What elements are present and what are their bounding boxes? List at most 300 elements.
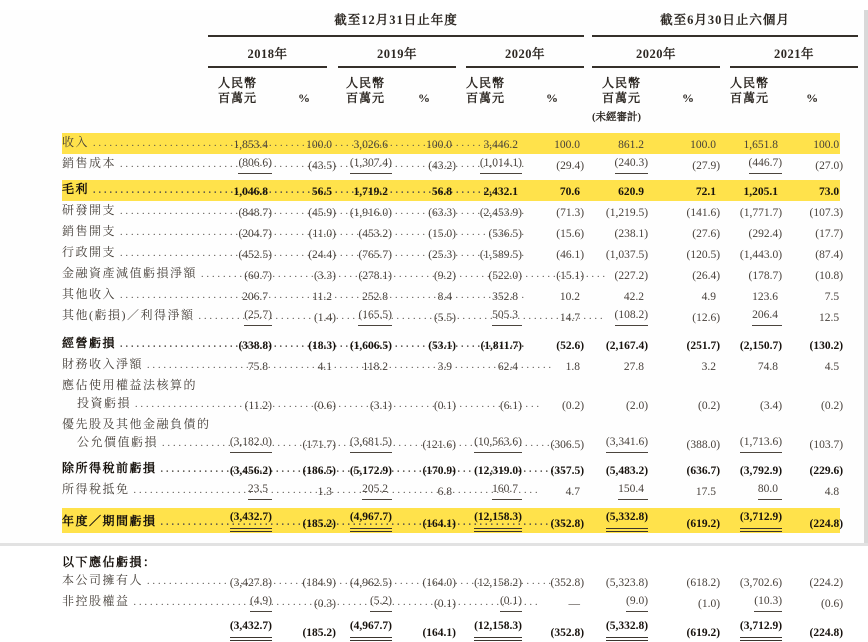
- value-text: (338.8): [238, 340, 272, 352]
- value-text: (224.8): [809, 627, 844, 639]
- value-cell: [720, 306, 788, 327]
- value-text: (4.9): [250, 593, 272, 612]
- unit-header: [208, 68, 278, 106]
- value-cell: [788, 285, 858, 306]
- column-gap: [584, 10, 592, 36]
- value-text: 2,432.1: [483, 186, 518, 198]
- income-statement-table: [62, 10, 858, 642]
- value-text: (103.7): [809, 439, 844, 451]
- page-right-edge: [864, 10, 868, 546]
- value-cell: [528, 222, 584, 243]
- value-text: (29.4): [556, 160, 585, 172]
- value-text: (522.0): [488, 270, 522, 282]
- value-cell: [592, 480, 654, 501]
- unit-header: [336, 68, 398, 106]
- value-text: (15.0): [428, 228, 456, 240]
- row-label-cell: [62, 376, 858, 394]
- value-text: (1,443.0): [739, 249, 783, 261]
- row-label: 銷售成本: [62, 156, 117, 170]
- value-cell: [654, 334, 720, 355]
- year-header-interim-2021: [720, 36, 858, 68]
- value-text: 4.9: [701, 291, 717, 303]
- dot-leader: [130, 483, 545, 500]
- unaudited-note-row: [62, 106, 858, 133]
- value-text: (3,712.9): [740, 509, 782, 532]
- row-spacer: [62, 501, 858, 508]
- value-text: (224.8): [809, 518, 844, 530]
- unit-header: [456, 68, 528, 106]
- value-text: (164.1): [422, 627, 456, 639]
- value-text: (0.2): [698, 400, 721, 412]
- value-cell: [720, 355, 788, 376]
- value-cell: [336, 617, 398, 642]
- value-text: (1,916.0): [349, 207, 392, 219]
- value-cell: [592, 355, 654, 376]
- value-cell: [528, 154, 584, 175]
- value-text: (26.4): [692, 270, 721, 282]
- value-cell: [720, 180, 788, 201]
- table-row: [62, 264, 858, 285]
- row-label-cell: [62, 334, 208, 355]
- value-cell: [788, 394, 858, 415]
- value-text: 7.5: [824, 291, 840, 303]
- table-row: [62, 553, 858, 571]
- column-gap: [584, 201, 592, 222]
- value-cell: [788, 133, 858, 154]
- row-label-cell: [62, 459, 208, 480]
- row-label: 本公司擁有人: [62, 573, 144, 587]
- row-label-cell: [62, 617, 208, 642]
- period-group-annual: [208, 10, 584, 36]
- value-text: (1,014.1): [480, 155, 522, 174]
- year-header-row: [62, 36, 858, 68]
- unaudited-note: [592, 106, 720, 133]
- value-text: 1,205.1: [743, 186, 779, 198]
- value-text: (227.2): [614, 270, 649, 282]
- value-cell: [654, 243, 720, 264]
- value-cell: [720, 201, 788, 222]
- table-row: [62, 415, 858, 433]
- value-text: 14.7: [559, 312, 581, 324]
- value-text: (278.1): [358, 270, 392, 282]
- value-cell: [592, 334, 654, 355]
- value-text: (848.7): [238, 207, 272, 219]
- prospectus-financial-page: [0, 10, 868, 639]
- value-text: (5,172.9): [349, 465, 392, 477]
- value-text: (11.2): [244, 400, 272, 412]
- percent-header: %: [418, 91, 430, 105]
- value-text: (43.5): [308, 160, 336, 172]
- value-cell: [398, 617, 456, 642]
- dot-leader: [130, 595, 545, 612]
- row-label: 財務收入淨額: [62, 357, 144, 371]
- value-cell: [788, 243, 858, 264]
- column-gap: [584, 154, 592, 175]
- value-text: (618.2): [686, 577, 721, 589]
- row-label-cell: [62, 222, 208, 243]
- value-text: 1,046.8: [233, 186, 268, 198]
- value-cell: [654, 133, 720, 154]
- percent-header: %: [546, 91, 559, 105]
- unit-line1: 人民幣: [218, 76, 258, 90]
- value-text: (141.6): [686, 207, 721, 219]
- table-row: [62, 334, 858, 355]
- value-text: (52.6): [556, 340, 585, 352]
- row-label: 經營虧損: [62, 336, 117, 350]
- value-text: (1,037.5): [605, 249, 649, 261]
- table-row: [62, 327, 858, 334]
- value-text: (536.5): [488, 228, 522, 240]
- unaudited-note-text: (未經審計): [592, 112, 642, 123]
- column-gap: [584, 617, 592, 642]
- value-text: (240.3): [615, 155, 649, 174]
- value-text: —: [568, 598, 581, 610]
- value-text: (292.4): [748, 228, 783, 240]
- value-cell: [720, 394, 788, 415]
- value-cell: [592, 201, 654, 222]
- unit-line1: 人民幣: [730, 76, 770, 90]
- value-cell: [788, 334, 858, 355]
- unit-line1: 人民幣: [466, 76, 506, 90]
- row-label-cell: [62, 201, 208, 222]
- unit-line1: 人民幣: [602, 76, 642, 90]
- value-text: (238.1): [614, 228, 649, 240]
- value-text: (10,563.6): [474, 434, 522, 453]
- value-cell: [592, 222, 654, 243]
- column-gap: [584, 222, 592, 243]
- unit-line2: 百萬元: [466, 91, 506, 105]
- value-text: (3,681.5): [350, 434, 392, 453]
- value-cell: [720, 243, 788, 264]
- value-cell: [456, 617, 528, 642]
- value-text: (87.4): [815, 249, 844, 261]
- year-label: 2020年: [592, 44, 720, 68]
- value-text: (3,712.9): [740, 618, 782, 641]
- value-text: (45.9): [308, 207, 336, 219]
- table-row: [62, 433, 858, 454]
- value-text: (4,967.7): [350, 509, 392, 532]
- value-cell: [788, 617, 858, 642]
- value-text: (3,432.7): [230, 509, 272, 532]
- value-cell: [654, 264, 720, 285]
- table-row: [62, 508, 858, 533]
- value-cell: [720, 617, 788, 642]
- row-label: 以下應佔虧損：: [62, 555, 157, 569]
- column-gap: [584, 133, 592, 154]
- value-text: (178.7): [748, 270, 783, 282]
- value-text: 620.9: [618, 186, 645, 198]
- value-text: 861.2: [618, 139, 645, 151]
- value-text: (12,319.0): [474, 465, 522, 477]
- period-group-title: 截至6月30日止六個月: [660, 13, 790, 27]
- empty-cell: [62, 106, 592, 133]
- value-text: (446.7): [749, 155, 783, 174]
- value-cell: [654, 355, 720, 376]
- year-label: 2019年: [338, 44, 456, 68]
- year-label: 2018年: [208, 44, 327, 68]
- value-text: 4.1: [317, 361, 332, 373]
- value-text: (15.6): [556, 228, 585, 240]
- table-row: [62, 180, 858, 201]
- row-label-cell: [62, 154, 208, 175]
- value-cell: [592, 285, 654, 306]
- value-text: (164.1): [422, 518, 456, 530]
- value-text: (1.4): [313, 312, 336, 324]
- row-label-cell: [62, 433, 208, 454]
- row-label: 毛利: [62, 182, 90, 196]
- value-text: (2,453.9): [479, 207, 522, 219]
- value-cell: [592, 592, 654, 613]
- value-text: (1,606.5): [349, 340, 392, 352]
- value-text: (2,167.4): [605, 340, 649, 352]
- column-gap: [584, 592, 592, 613]
- value-text: (5,323.8): [605, 577, 649, 589]
- value-text: (60.7): [244, 270, 272, 282]
- value-text: (636.7): [686, 465, 721, 477]
- value-text: (3,182.0): [230, 434, 272, 453]
- table-row: [62, 459, 858, 480]
- year-header-2020: [456, 36, 584, 68]
- column-gap: [584, 36, 592, 68]
- value-text: (0.1): [500, 593, 522, 612]
- corner-cell: [62, 10, 208, 36]
- value-text: (10.3): [754, 593, 782, 612]
- row-label: 行政開支: [62, 245, 117, 259]
- row-label: 公允價值虧損: [77, 435, 159, 449]
- value-text: (4,967.7): [350, 618, 392, 641]
- value-cell: [654, 433, 720, 454]
- column-gap: [584, 433, 592, 454]
- value-text: 100.0: [306, 139, 332, 151]
- value-cell: [278, 617, 336, 642]
- corner-cell: [62, 68, 208, 106]
- row-label: 銷售開支: [62, 224, 117, 238]
- value-cell: [720, 133, 788, 154]
- value-text: (3,792.9): [739, 465, 783, 477]
- value-text: 73.0: [818, 186, 840, 198]
- value-text: 8.4: [437, 291, 452, 303]
- row-label-cell: [62, 306, 208, 327]
- value-cell: [720, 571, 788, 592]
- row-label: 其他(虧損)／利得淨額: [62, 308, 195, 322]
- percent-header: %: [682, 91, 695, 105]
- value-cell: [720, 264, 788, 285]
- value-text: 11.2: [312, 291, 332, 303]
- value-cell: [654, 617, 720, 642]
- value-text: (352.8): [550, 577, 585, 589]
- value-text: 505.3: [492, 307, 522, 326]
- column-gap: [584, 334, 592, 355]
- table-row: [62, 133, 858, 154]
- value-text: (452.5): [238, 249, 272, 261]
- column-gap: [584, 394, 592, 415]
- value-cell: [654, 508, 720, 533]
- row-label-cell: [62, 592, 208, 613]
- value-text: (120.5): [686, 249, 721, 261]
- value-text: (2,150.7): [739, 340, 783, 352]
- value-text: (107.3): [809, 207, 844, 219]
- value-cell: [654, 306, 720, 327]
- column-gap: [584, 180, 592, 201]
- row-spacer: [62, 327, 858, 334]
- value-text: (5.2): [370, 593, 392, 612]
- value-text: (0.6): [821, 598, 844, 610]
- row-label-cell: [62, 133, 208, 154]
- value-cell: [788, 264, 858, 285]
- value-text: 123.6: [752, 291, 779, 303]
- empty-cell: [720, 106, 858, 133]
- value-text: 42.2: [623, 291, 645, 303]
- table-row: [62, 154, 858, 175]
- table-row: [62, 285, 858, 306]
- value-cell: [788, 154, 858, 175]
- table-row: [62, 480, 858, 501]
- value-text: 1.8: [565, 361, 581, 373]
- value-text: (204.7): [238, 228, 272, 240]
- value-cell: [592, 508, 654, 533]
- value-cell: [654, 285, 720, 306]
- row-label-cell: [62, 553, 858, 571]
- value-cell: [788, 222, 858, 243]
- value-text: (10.8): [815, 270, 844, 282]
- value-text: (1,811.7): [480, 340, 522, 352]
- value-text: (3.3): [313, 270, 336, 282]
- period-group-title: 截至12月31日止年度: [334, 13, 458, 27]
- column-gap: [584, 68, 592, 106]
- value-text: (25.3): [428, 249, 456, 261]
- value-text: (3.4): [760, 400, 783, 412]
- value-text: 4.8: [824, 486, 840, 498]
- value-text: 10.2: [559, 291, 581, 303]
- row-label-cell: [62, 508, 208, 533]
- table-row: [62, 571, 858, 592]
- value-text: 75.8: [247, 361, 268, 373]
- value-cell: [592, 459, 654, 480]
- value-text: (12,158.3): [474, 509, 522, 532]
- value-text: (357.5): [550, 465, 585, 477]
- value-text: 1,719.2: [353, 186, 388, 198]
- value-text: (12,158.3): [474, 618, 522, 641]
- column-gap: [584, 508, 592, 533]
- value-cell: [788, 459, 858, 480]
- value-text: 100.0: [426, 139, 452, 151]
- value-cell: [528, 201, 584, 222]
- row-label-cell: [62, 285, 208, 306]
- dot-leader: [131, 397, 546, 414]
- value-cell: [788, 355, 858, 376]
- value-text: (43.2): [428, 160, 456, 172]
- value-cell: [528, 285, 584, 306]
- value-text: 3.9: [437, 361, 452, 373]
- value-text: (1,589.5): [479, 249, 522, 261]
- row-label: 投資虧損: [77, 396, 132, 410]
- value-cell: [720, 222, 788, 243]
- value-cell: [720, 480, 788, 501]
- year-label: 2020年: [466, 44, 584, 68]
- value-text: 1,853.4: [233, 139, 268, 151]
- unit-header: [720, 68, 788, 106]
- value-text: 252.8: [362, 291, 388, 303]
- value-cell: [528, 133, 584, 154]
- value-text: (27.9): [692, 160, 721, 172]
- value-text: (5,483.2): [605, 465, 649, 477]
- value-cell: [528, 617, 584, 642]
- value-cell: [720, 334, 788, 355]
- year-header-2018: [208, 36, 336, 68]
- value-cell: [788, 201, 858, 222]
- column-gap: [584, 480, 592, 501]
- row-label: 非控股權益: [62, 594, 130, 608]
- year-header-interim-2020: [592, 36, 720, 68]
- row-label-cell: [62, 243, 208, 264]
- value-cell: [592, 180, 654, 201]
- period-group-interim: [592, 10, 858, 36]
- value-text: (806.6): [238, 155, 272, 174]
- row-label: 應佔使用權益法核算的: [62, 378, 198, 392]
- value-text: (11.0): [308, 228, 336, 240]
- value-text: (251.7): [686, 340, 721, 352]
- table-row: [62, 617, 858, 642]
- value-text: (12.6): [692, 312, 721, 324]
- value-text: (0.1): [433, 598, 456, 610]
- value-text: (185.2): [302, 627, 336, 639]
- value-text: 100.0: [554, 139, 581, 151]
- row-label: 收入: [62, 135, 90, 149]
- value-text: 70.6: [559, 186, 581, 198]
- row-label: 優先股及其他金融負債的: [62, 417, 211, 431]
- value-cell: [654, 480, 720, 501]
- value-text: (306.5): [550, 439, 585, 451]
- value-text: 100.0: [690, 139, 717, 151]
- value-cell: [720, 592, 788, 613]
- value-cell: [592, 433, 654, 454]
- value-cell: [654, 154, 720, 175]
- value-text: (9.2): [433, 270, 456, 282]
- value-cell: [654, 201, 720, 222]
- value-text: 205.2: [362, 481, 392, 500]
- row-label-cell: [62, 264, 208, 285]
- percent-header: %: [298, 91, 310, 105]
- value-text: 4.5: [824, 361, 840, 373]
- value-text: (1,713.6): [740, 434, 782, 453]
- value-text: (186.5): [302, 465, 336, 477]
- value-text: (1.0): [698, 598, 721, 610]
- value-text: (27.0): [815, 160, 844, 172]
- value-cell: [654, 459, 720, 480]
- table-row: [62, 243, 858, 264]
- value-text: (17.7): [815, 228, 844, 240]
- value-cell: [592, 394, 654, 415]
- value-text: (1,307.4): [350, 155, 392, 174]
- value-cell: [654, 571, 720, 592]
- unit-header: [592, 68, 654, 106]
- period-group-row: [62, 10, 858, 36]
- value-text: (3,427.8): [229, 577, 272, 589]
- value-text: (121.6): [422, 439, 456, 451]
- value-cell: [592, 133, 654, 154]
- value-text: (765.7): [358, 249, 392, 261]
- value-text: 3,026.6: [353, 139, 388, 151]
- value-text: 72.1: [695, 186, 717, 198]
- unit-line2: 百萬元: [346, 91, 386, 105]
- value-text: 150.4: [618, 481, 648, 500]
- value-text: 23.5: [248, 481, 272, 500]
- value-text: (185.2): [302, 518, 336, 530]
- column-gap: [584, 571, 592, 592]
- value-text: (453.2): [358, 228, 392, 240]
- row-label: 研發開支: [62, 203, 117, 217]
- value-text: 206.7: [242, 291, 268, 303]
